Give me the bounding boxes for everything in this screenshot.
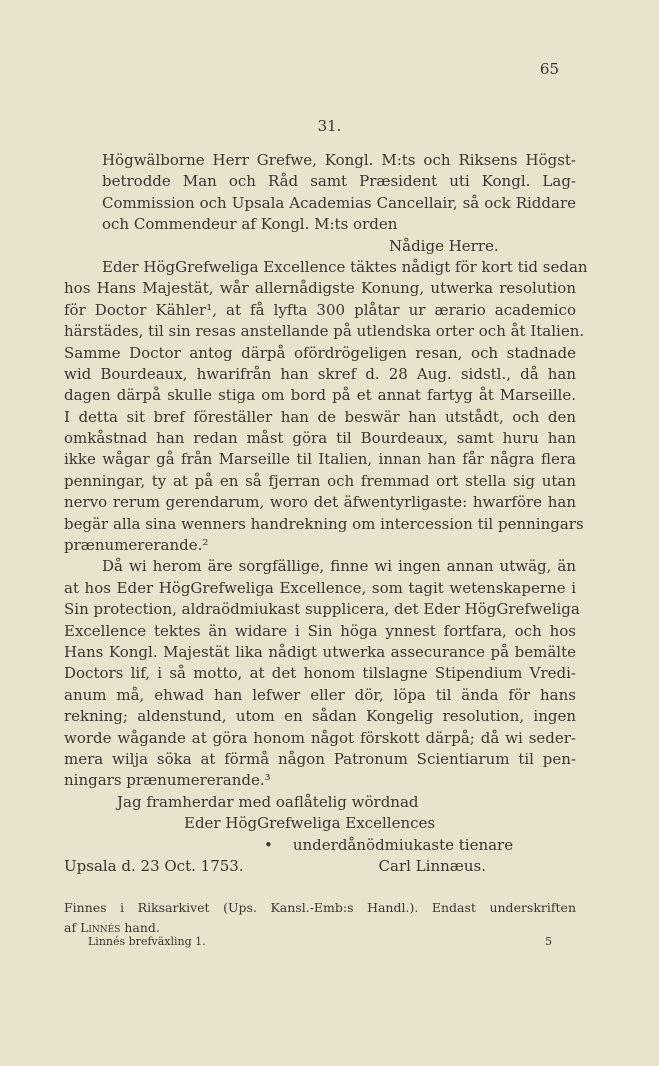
text-line: worde wågande at göra honom något förskott därpå; då wi seder- [64,728,576,747]
text-line: Sin protection, aldraödmiukast supplicera, det Eder HögGrefweliga [64,600,580,619]
paragraph-2 [64,556,580,791]
signature-mark: 5 [545,935,552,948]
closing-line: Eder HögGrefweliga Excellences [184,814,436,833]
text-line: dagen därpå skulle stiga om bord på et annat fartyg åt Marseille. [64,386,576,405]
letter-number: 31. [317,117,342,135]
closing-line-text: underdånödmiukaste tienare [292,835,514,854]
text-line: begär alla sina wenners handrekning om intercession til penningars [64,514,584,533]
text-line: ikke wågar gå från Marseille til Italien, innan han får några flera [64,450,576,469]
page-footer [88,935,552,948]
page-number: 65 [539,60,559,78]
text-line: wid Bourdeaux, hwarifrån han skref d. 28 Aug. sidstl., då han [64,364,576,383]
address-block [64,150,576,236]
address-line: Högwälborne Herr Grefwe, Kongl. M:ts och Riksens Högst- [102,151,576,169]
text-line: Doctors lif, i så motto, at det honom tilslagne Stipendium Vredi- [64,664,576,683]
text-line: hos Hans Majestät, wår allernådigste Konung, utwerka resolution [64,279,576,298]
footnote-line: Finnes i Riksarkivet (Ups. Kansl.-Emb:s Handl.). Endast underskriften [64,900,576,915]
bullet-mark-icon: • [264,835,273,854]
letter-body [64,150,588,877]
paragraph-1 [64,257,588,556]
footer-title: Linnés brefväxling 1. [88,935,206,948]
text-line: mera wilja söka at förmå någon Patronum Scientiarum til pen- [64,749,576,768]
text-line: Hans Kongl. Majestät lika nådigt utwerka assecurance på bemälte [64,642,576,661]
salutation: Nådige Herre. [389,236,499,255]
text-line: at hos Eder HögGrefweliga Excellence, som tagit wetenskaperne i [64,578,576,597]
text-line: Eder HögGrefweliga Excellence täktes nådigt för kort tid sedan [102,257,588,276]
text-line: ningars prænumererande.³ [64,771,271,790]
address-line: Commission och Upsala Academias Cancellair, så ock Riddare [102,193,576,212]
footnote [64,898,576,938]
text-line: omkåstnad han redan måst göra til Bourdeaux, samt huru han [64,429,576,448]
text-line: prænumererande.² [64,536,209,555]
text-line: I detta sit bref föreställer han de beswär han utstådt, och den [64,407,576,426]
signature: Carl Linnæus. [378,856,486,875]
text-line: Samme Doctor antog därpå ofördrögeligen resan, och stadnade [64,343,576,362]
place-date: Upsala d. 23 Oct. 1753. [64,856,244,875]
text-line: Excellence tektes än widare i Sin höga ynnest fortfara, och hos [64,621,576,640]
text-line: för Doctor Kähler¹, at få lyfta 300 plåtar ur ærario academico [64,300,576,319]
text-line: Då wi herom äre sorgfällige, finne wi ingen annan utwäg, än [102,557,576,576]
text-line: anum må, ehwad han lefwer eller dör, löpa til ända för hans [64,685,576,704]
footnote-text: af [64,920,81,935]
signature-line [64,856,576,877]
text-line: rekning; aldenstund, utom en sådan Kongelig resolution, ingen [64,707,576,726]
text-line: penningar, ty at på en så fjerran och fremmad ort stella sig utan [64,471,576,490]
text-line: nervo rerum gerendarum, woro det äfwentyrligaste: hwarföre han [64,493,576,512]
closing-line [64,835,576,856]
closing-line: Jag framherdar med oaflåtelig wördnad [117,792,419,811]
address-line: betrodde Man och Råd samt Præsident uti Kongl. Lag- [102,172,576,191]
author-name: Linnés [80,920,121,935]
closing-block [64,792,576,878]
address-line: och Commendeur af Kongl. M:ts orden [102,215,398,234]
footnote-text: hand. [120,920,160,935]
text-line: härstädes, til sin resas anstellande på utlendska orter och åt Italien. [64,322,585,341]
